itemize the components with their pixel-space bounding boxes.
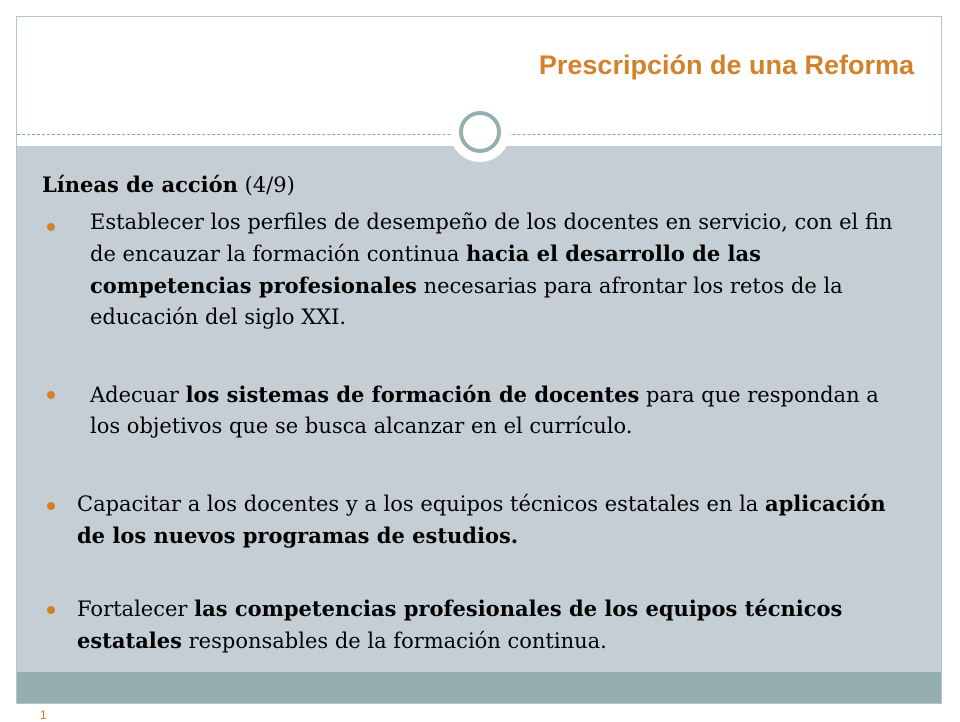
item-text: responsables de la formación continua. bbox=[181, 629, 607, 653]
section-heading bbox=[42, 172, 295, 197]
item-emphasis: los sistemas de formación de docentes bbox=[185, 382, 640, 407]
footer-bar bbox=[17, 672, 941, 703]
heading-bold: Líneas de acción bbox=[42, 172, 238, 197]
item-text: Adecuar bbox=[90, 383, 186, 407]
list-item bbox=[90, 207, 916, 333]
circle-icon bbox=[459, 111, 501, 153]
list-item bbox=[77, 593, 887, 657]
slide-title: Prescripción de una Reforma bbox=[538, 50, 914, 80]
item-text: para que respondan a los objetivos que se busca alcanzar en el currículo. bbox=[90, 383, 879, 438]
item-text: necesarias para afrontar los retos de la educación del siglo XXI. bbox=[90, 274, 843, 329]
list-item bbox=[77, 488, 887, 552]
bullet-icon bbox=[47, 223, 55, 231]
bullet-icon bbox=[47, 606, 55, 614]
item-emphasis: aplicación de los nuevos programas de estudios. bbox=[77, 491, 886, 548]
list-item bbox=[90, 379, 910, 442]
item-text: Establecer los perfiles de desempeño de los docentes en servicio, con el fin de encauzar la formación continua bbox=[90, 210, 893, 266]
item-text: Capacitar a los docentes y a los equipos técnicos estatales en la bbox=[77, 492, 766, 516]
item-text: Fortalecer bbox=[77, 597, 195, 621]
heading-count: (4/9) bbox=[237, 173, 295, 197]
bullet-icon bbox=[47, 502, 55, 510]
item-emphasis: las competencias profesionales de los equipos técnicos estatales bbox=[77, 596, 843, 653]
page-number: 1 bbox=[40, 708, 47, 722]
item-emphasis: hacia el desarrollo de las competencias profesionales bbox=[90, 241, 761, 298]
bullet-icon bbox=[47, 391, 55, 399]
